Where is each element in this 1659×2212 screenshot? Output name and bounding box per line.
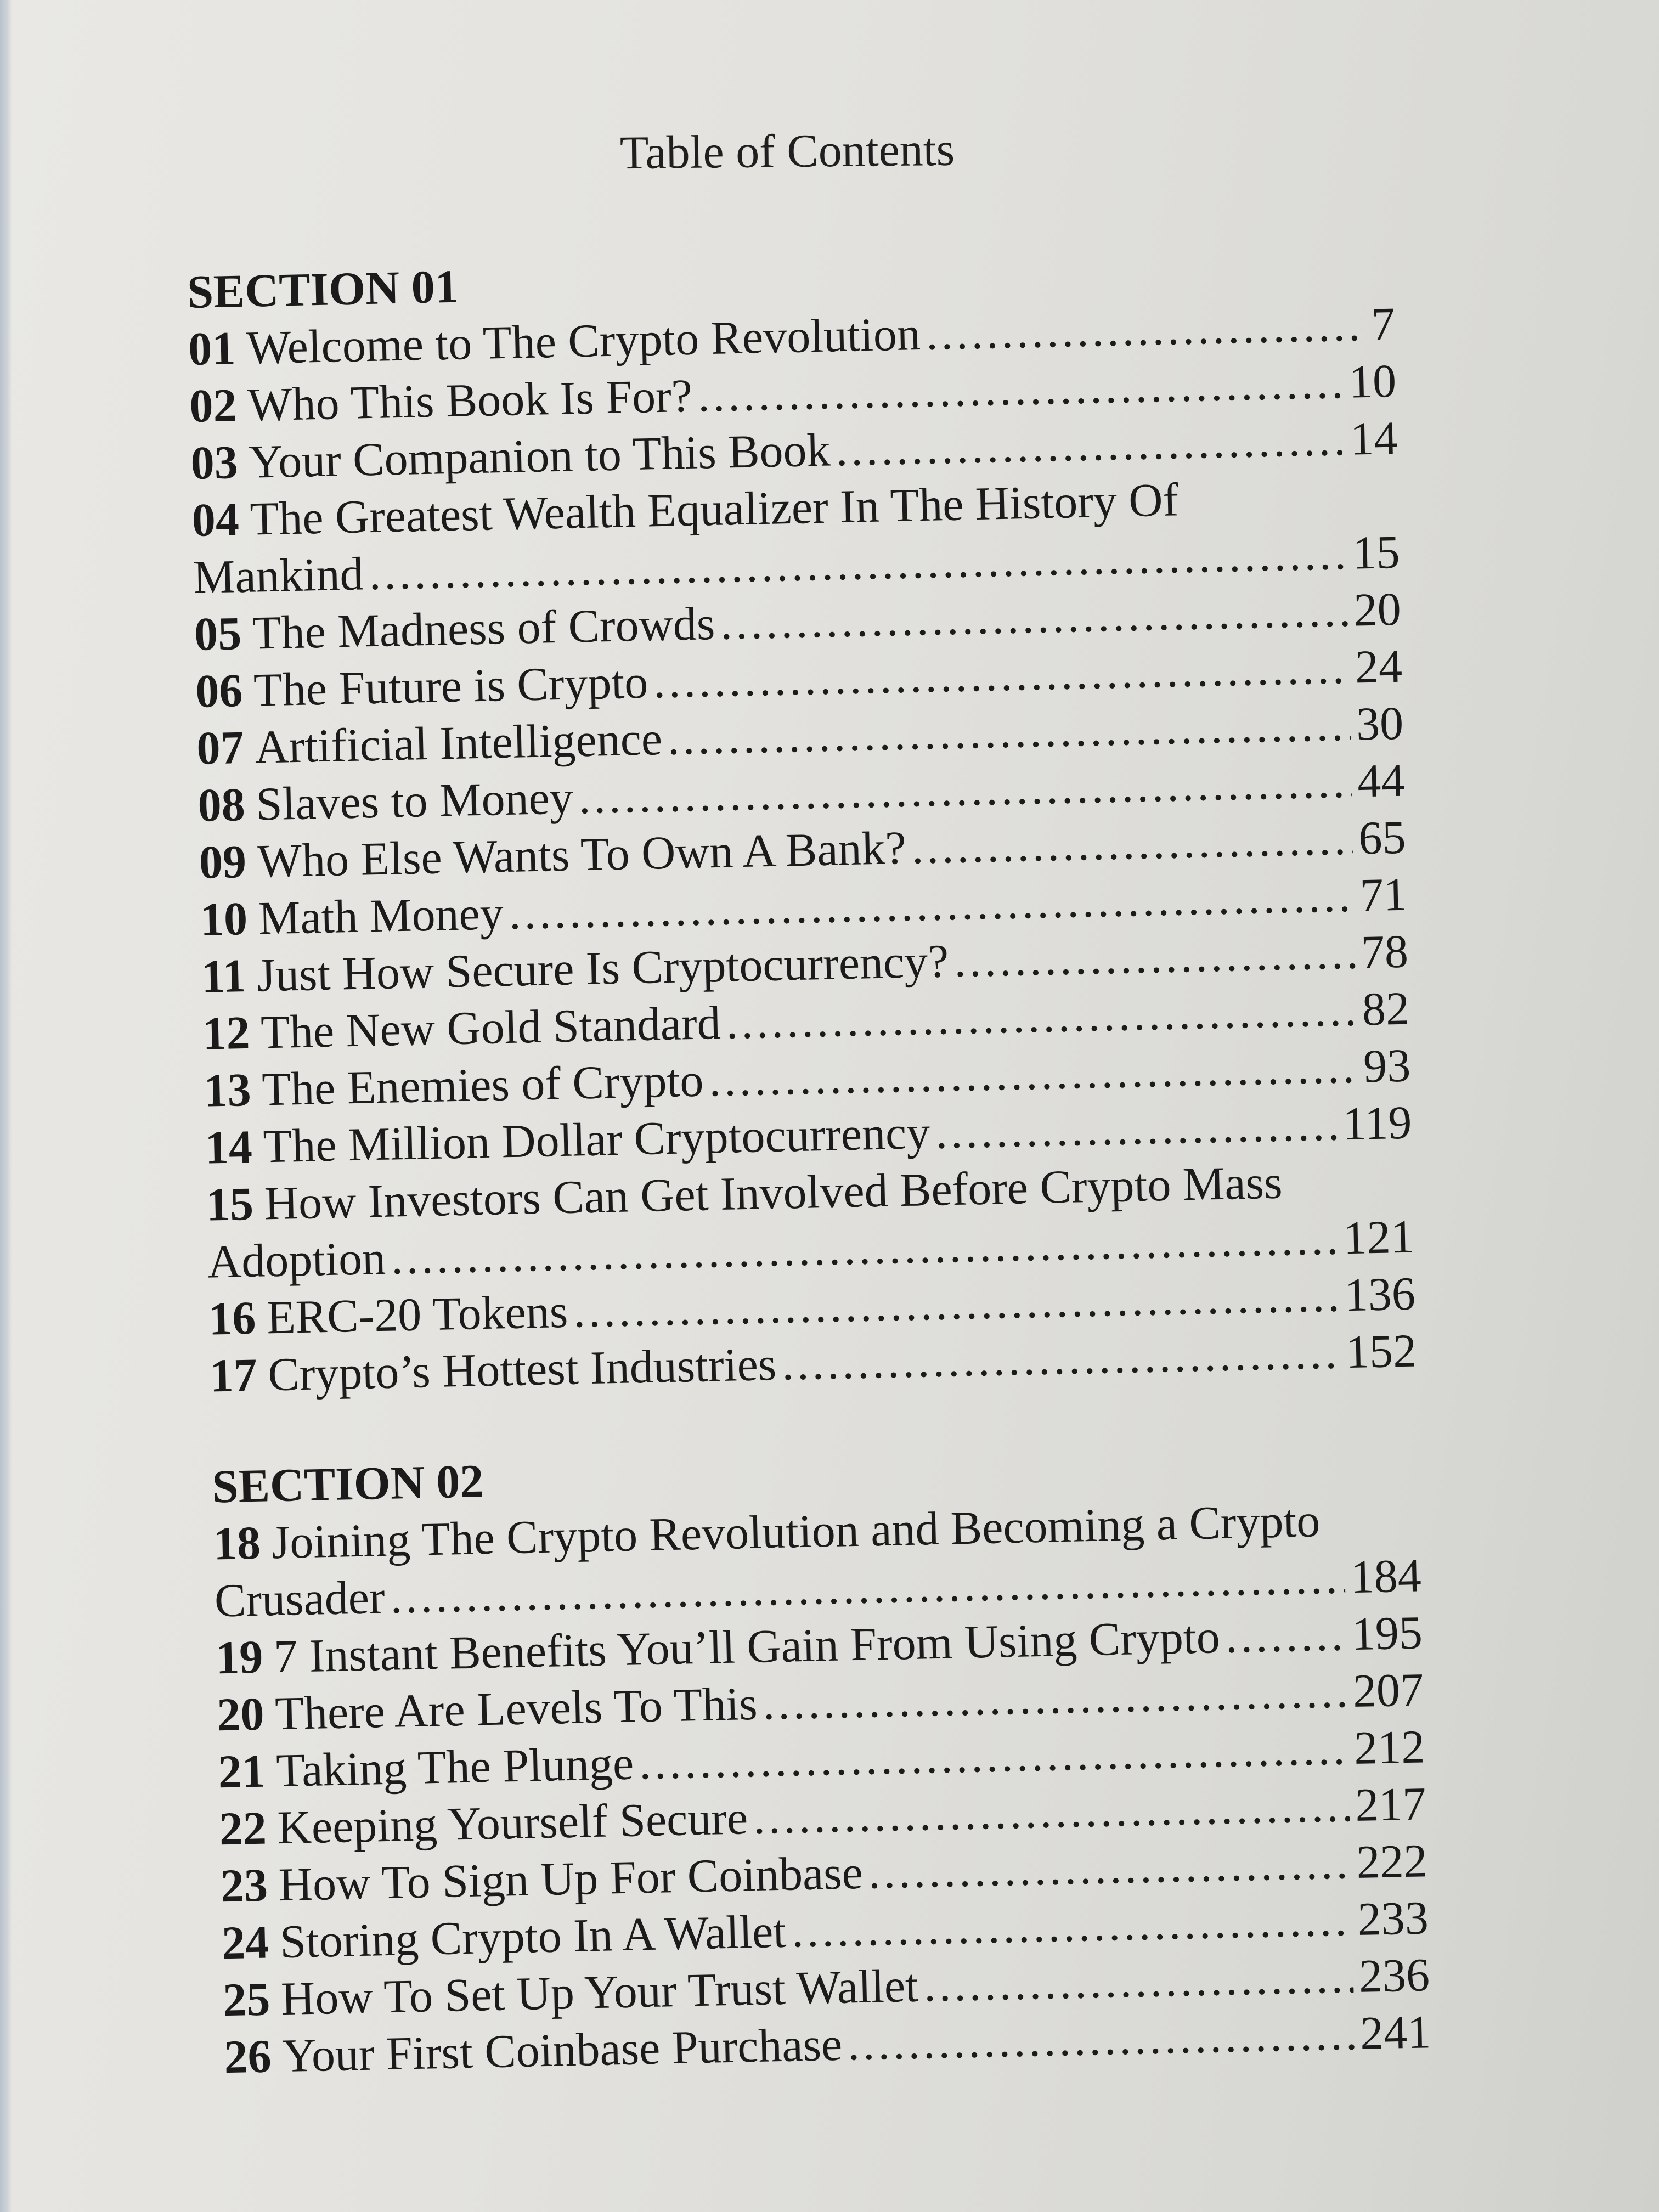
chapter-title: The Million Dollar Cryptocurrency	[262, 1105, 931, 1173]
chapter-number: 24	[221, 1915, 270, 1970]
chapter-number: 13	[203, 1063, 252, 1117]
chapter-title: Slaves to Money	[255, 771, 574, 831]
chapter-title: The Madness of Crowds	[252, 596, 716, 659]
table-of-contents	[187, 238, 1431, 2085]
chapter-number: 26	[223, 2029, 272, 2084]
chapter-title: Welcome to The Crypto Revolution	[246, 307, 921, 374]
chapter-title: There Are Levels To This	[274, 1677, 758, 1740]
page-number: 236	[1358, 1948, 1430, 2002]
page-number: 217	[1355, 1777, 1427, 1831]
page-title: Table of Contents	[619, 122, 955, 179]
dot-leader	[935, 1095, 1338, 1160]
chapter-title: 7 Instant Benefits You’ll Gain From Using Crypto	[273, 1610, 1221, 1683]
chapter-number: 07	[196, 721, 245, 775]
dot-leader	[953, 924, 1356, 989]
chapter-number: 20	[216, 1687, 265, 1741]
page-number: 222	[1356, 1834, 1428, 1888]
dot-leader	[1225, 1605, 1347, 1665]
chapter-title: Your First Coinbase Purchase	[281, 2017, 843, 2083]
chapter-title: How To Set Up Your Trust Wallet	[280, 1959, 919, 2025]
page-number: 195	[1351, 1606, 1423, 1661]
chapter-title: How To Sign Up For Coinbase	[278, 1846, 864, 1911]
chapter-title: The Enemies of Crypto	[261, 1053, 704, 1116]
dot-leader	[847, 2005, 1355, 2072]
chapter-number: 21	[217, 1744, 266, 1798]
chapter-title: Adoption	[207, 1231, 386, 1288]
chapter-title: Who Else Wants To Own A Bank?	[256, 821, 907, 888]
page-number: 65	[1358, 810, 1407, 865]
dot-leader	[926, 296, 1367, 362]
chapter-title-first-line: The Greatest Wealth Equalizer In The History Of	[249, 473, 1180, 545]
chapter-title: Mankind	[192, 547, 364, 603]
chapter-title: Just How Secure Is Cryptocurrency?	[256, 934, 950, 1002]
chapter-title: Math Money	[258, 887, 504, 945]
page-number: 14	[1350, 411, 1398, 465]
page-number: 30	[1356, 696, 1404, 751]
chapter-number: 05	[194, 607, 242, 661]
chapter-title: Keeping Yourself Secure	[276, 1791, 749, 1854]
chapter-number: 03	[190, 436, 239, 489]
page-number: 44	[1357, 753, 1406, 808]
page-number: 10	[1348, 354, 1397, 408]
chapter-title: Crusader	[214, 1570, 386, 1627]
chapter-title: Taking The Plunge	[275, 1736, 635, 1797]
chapter-title: The New Gold Standard	[260, 996, 721, 1059]
section-heading: SECTION 02	[211, 1454, 484, 1513]
section-heading: SECTION 01	[187, 259, 459, 318]
chapter-number: 17	[209, 1348, 258, 1402]
page-number: 7	[1370, 297, 1396, 351]
chapter-number: 06	[195, 664, 244, 718]
dot-leader	[923, 1948, 1354, 2013]
chapter-title-first-line: How Investors Can Get Involved Before Crypto Mass	[263, 1155, 1283, 1230]
page-number: 24	[1354, 639, 1403, 693]
page-number: 212	[1353, 1720, 1426, 1775]
page-number: 78	[1360, 924, 1409, 979]
chapter-number: 04	[191, 493, 240, 546]
chapter-number: 15	[205, 1177, 254, 1231]
chapter-number: 12	[202, 1006, 251, 1060]
page-edge	[0, 0, 12, 2212]
chapter-number: 11	[201, 949, 247, 1003]
chapter-title-first-line: Joining The Crypto Revolution and Becoming a Crypto	[270, 1494, 1321, 1569]
chapter-number: 22	[218, 1801, 267, 1855]
page-number: 207	[1352, 1663, 1424, 1718]
page-number: 241	[1359, 2005, 1432, 2059]
dot-leader	[781, 1323, 1341, 1392]
chapter-number: 08	[197, 777, 246, 832]
chapter-title: Storing Crypto In A Wallet	[279, 1904, 787, 1968]
chapter-number: 10	[200, 891, 249, 946]
chapter-number: 19	[215, 1630, 264, 1684]
dot-leader	[911, 810, 1354, 876]
chapter-number: 16	[208, 1291, 257, 1345]
chapter-number: 02	[189, 379, 238, 432]
page-number: 136	[1344, 1267, 1416, 1322]
chapter-number: 18	[212, 1516, 261, 1570]
chapter-number: 09	[198, 834, 247, 889]
chapter-title: ERC-20 Tokens	[266, 1284, 569, 1344]
page-number: 184	[1350, 1549, 1422, 1604]
dot-leader	[835, 410, 1345, 478]
chapter-number: 01	[188, 321, 236, 375]
chapter-title: Who This Book Is For?	[247, 369, 693, 431]
page-number: 71	[1359, 867, 1408, 922]
page-number: 82	[1361, 981, 1410, 1036]
chapter-number: 23	[219, 1858, 268, 1912]
chapter-title: Crypto’s Hottest Industries	[267, 1337, 777, 1401]
dot-leader	[868, 1833, 1352, 1900]
page-number: 93	[1363, 1039, 1412, 1093]
page-number: 119	[1342, 1096, 1413, 1150]
page-number: 15	[1352, 525, 1401, 579]
page-number: 233	[1357, 1891, 1429, 1945]
chapter-number: 25	[222, 1972, 271, 2027]
chapter-number: 14	[204, 1120, 253, 1174]
page-number: 20	[1353, 582, 1402, 636]
page-number: 152	[1345, 1324, 1417, 1379]
page-number: 121	[1342, 1210, 1415, 1265]
chapter-title: The Future is Crypto	[253, 655, 649, 716]
chapter-title: Your Companion to This Book	[248, 423, 831, 488]
chapter-title: Artificial Intelligence	[254, 712, 663, 774]
